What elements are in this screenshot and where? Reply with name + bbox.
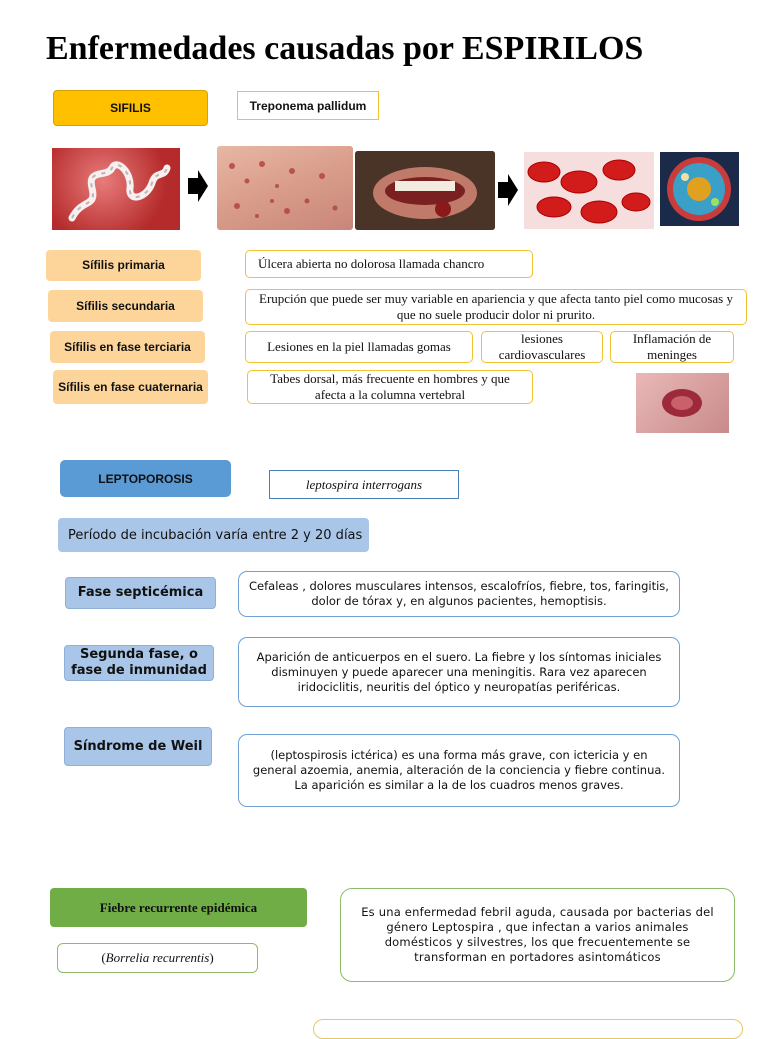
stage-desc-primaria: Úlcera abierta no dolorosa llamada chancro (245, 250, 533, 278)
phase-desc-inmunidad: Aparición de anticuerpos en el suero. La fiebre y los síntomas iniciales disminuyen y puede aparecer una meningitis. Rara vez aparecen iridociclitis, neuritis del óptico y neuropatías periféricas. (238, 637, 680, 707)
phase-desc-weil: (leptospirosis ictérica) es una forma más grave, con ictericia y en general azoemia, anemia, alteración de la conciencia y fiebre continua. La aparición es similar a la de los cuadros menos graves. (238, 734, 680, 807)
phase-label-septicemica: Fase septicémica (65, 577, 216, 609)
stage-label-primaria: Sífilis primaria (46, 250, 201, 281)
stage-label-secundaria: Sífilis secundaria (48, 290, 203, 322)
page-title: Enfermedades causadas por ESPIRILOS (46, 30, 644, 67)
fiebre-desc: Es una enfermedad febril aguda, causada por bacterias del género Leptospira , que infectan a varios animales domésticos y silvestres, los que frecuentemente se transforman en portadores asintomáticos (340, 888, 735, 982)
arrow-right-icon (498, 174, 518, 211)
fiebre-organism-name: Borrelia recurrentis (105, 950, 210, 965)
phase-label-inmunidad: Segunda fase, o fase de inmunidad (64, 645, 214, 681)
stage-desc-terciaria: Lesiones en la piel llamadas gomas (245, 331, 473, 363)
stage-terciaria-meninges: Inflamación de meninges (610, 331, 734, 363)
skin-rash-image (217, 146, 353, 230)
sifilis-organism: Treponema pallidum (237, 91, 379, 120)
mouth-lesion-image (355, 151, 495, 230)
arrow-right-icon (188, 170, 208, 207)
stage-desc-cuaternaria: Tabes dorsal, más frecuente en hombres y que afecta a la columna vertebral (247, 370, 533, 404)
phase-desc-septicemica: Cefaleas , dolores musculares intensos, escalofríos, fiebre, tos, faringitis, dolor de tórax y, en algunos pacientes, hemoptisis. (238, 571, 680, 617)
stage-desc-secundaria: Erupción que puede ser muy variable en apariencia y que afecta tanto piel como mucosas y que no suele producir dolor ni prurito. (245, 289, 747, 325)
lepto-header: LEPTOPOROSIS (60, 460, 231, 497)
treponema-image (52, 148, 180, 230)
fiebre-organism-open: ( (101, 950, 106, 965)
stage-label-terciaria: Sífilis en fase terciaria (50, 331, 205, 363)
fiebre-header: Fiebre recurrente epidémica (50, 888, 307, 927)
fiebre-organism-close: ) (209, 950, 214, 965)
skin-lesion-image (636, 373, 729, 433)
lepto-organism: leptospira interrogans (269, 470, 459, 499)
sifilis-header: SIFILIS (53, 90, 208, 126)
next-box-partial (313, 1019, 743, 1039)
fiebre-organism (57, 943, 258, 973)
stage-terciaria-cardiovascular: lesiones cardiovasculares (481, 331, 603, 363)
phase-label-weil: Síndrome de Weil (64, 727, 212, 766)
red-blood-cells-image (524, 152, 654, 229)
stage-label-cuaternaria: Sífilis en fase cuaternaria (53, 370, 208, 404)
cell-image (660, 152, 739, 226)
lepto-incubation: Período de incubación varía entre 2 y 20 días (58, 518, 369, 552)
